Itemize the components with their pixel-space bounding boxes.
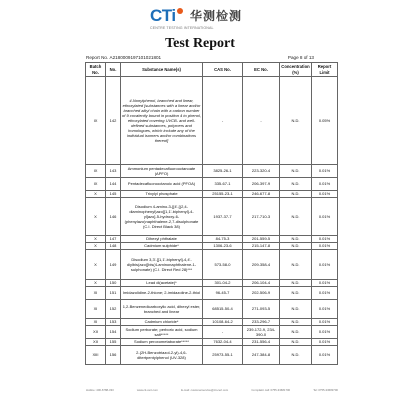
cell-concentration: N.D. [280,346,312,365]
page-footer [86,388,338,392]
cell-concentration: N.D. [280,326,312,339]
cell-cas: 335-67-1 [203,178,243,191]
cell-cas: 25973-55-1 [203,346,243,365]
header-cas: CAS No. [203,63,243,77]
cell-substance: Cadmium sulphide* [121,243,203,250]
cell-concentration: N.D. [280,250,312,280]
cell-ec: - [243,77,280,165]
cell-limit: 0.01% [312,191,338,198]
cell-limit: 0.05% [312,77,338,165]
table-row [86,77,338,165]
cell-ec: 206-397-9 [243,178,280,191]
header-no: No. [106,63,121,77]
cell-limit: 0.01% [312,165,338,178]
logo-chinese-name: 华测检测 [190,9,243,23]
cell-ec: 217-710-3 [243,198,280,236]
cell-cas: 3825-26-1 [203,165,243,178]
header-batch: Batch No. [86,63,106,77]
cell-substance: Ammonium pentadecafluorooctanoate (APFO) [121,165,203,178]
cell-substance: Pentadecafluorooctanoic acid (PFOA) [121,178,203,191]
cell-concentration: N.D. [280,178,312,191]
cell-batch: XI [86,300,106,319]
cell-batch: X [86,236,106,243]
cell-no: 144 [106,178,121,191]
cti-logo-mark: CTi [150,6,183,26]
cell-limit: 0.01% [312,243,338,250]
cell-ec: 247-384-8 [243,346,280,365]
footer-email: E-mail: customerservice@cti-cert.com [181,388,229,392]
cell-no: 156 [106,346,121,365]
cell-concentration: N.D. [280,243,312,250]
cell-cas: 96-45-7 [203,287,243,300]
cell-cas: 7632-04-4 [203,339,243,346]
cell-ec: 271-093-5 [243,300,280,319]
table-row [86,236,338,243]
cell-ec: 231-556-4 [243,339,280,346]
cell-ec: 223-320-4 [243,165,280,178]
cell-substance: 1,2-Benzenedicarboxylic acid, dihexyl ester, branched and linear [121,300,203,319]
table-row [86,191,338,198]
cell-limit: 0.01% [312,326,338,339]
cell-substance: Sodium peroxometaborate***** [121,339,203,346]
cell-cas: 84-75-3 [203,236,243,243]
cell-substance: 4-Nonylphenol, branched and linear, ethoxylated [substances with a linear and/or branched alkyl chain with a carbon number of 9 covalently bound in position 4 to phenol, ethoxylated covering UVCB- and well-defined substances, polymers and homologues, which include any of the individual isomers and/or combinations thereof] [121,77,203,165]
table-row [86,346,338,365]
cell-ec: 246-677-8 [243,191,280,198]
cell-no: 149 [106,250,121,280]
cell-no: 153 [106,319,121,326]
cell-no: 148 [106,243,121,250]
cell-cas: 301-04-2 [203,280,243,287]
cell-concentration: N.D. [280,339,312,346]
logo-dot-icon [177,8,183,14]
cell-batch: XII [86,339,106,346]
cell-batch: XI [86,319,106,326]
cell-no: 150 [106,280,121,287]
footer-complaint: Complaint call: 0755-33681700 [251,388,291,392]
page-indicator: Page 8 of 13 [287,55,314,60]
cell-limit: 0.01% [312,280,338,287]
cell-batch: X [86,198,106,236]
table-row [86,250,338,280]
header-concentration: Concentration (%) [281,64,310,75]
cell-batch: IX [86,178,106,191]
cell-batch: XIII [86,346,106,365]
cell-substance: 2-(2H-Benzotriazol-2-yl)-4,6-ditertpentylphenol (UV-328) [121,346,203,365]
cell-substance: Lead di(acetate)* [121,280,203,287]
table-row [86,339,338,346]
cell-ec: 201-559-5 [243,236,280,243]
cell-concentration: N.D. [280,287,312,300]
cell-batch: XI [86,287,106,300]
cell-substance: Sodium perborate; perboric acid, sodium salt***** [121,326,203,339]
cell-concentration: N.D. [280,280,312,287]
cell-concentration: N.D. [280,319,312,326]
cell-limit: 0.01% [312,319,338,326]
cell-no: 152 [106,300,121,319]
cell-cas: - [203,326,243,339]
table-row [86,287,338,300]
cell-batch: XII [86,326,106,339]
cell-limit: 0.01% [312,287,338,300]
cell-no: 147 [106,236,121,243]
cell-substance: Imidazolidine-2-thione; 2-imidazoline-2-thiol [121,287,203,300]
cell-no: 143 [106,165,121,178]
cell-no: 146 [106,198,121,236]
cell-substance: Disodium 3,3'-[[1,1'-biphenyl]-4,4'-diylbis(azo)]bis(4-aminonaphthalene-1-sulphonate) (C.I. Direct Red 28)*** [121,250,203,280]
cell-batch: IX [86,165,106,178]
cell-cas: 1937-37-7 [203,198,243,236]
table-row [86,326,338,339]
logo-subtitle: CENTRE TESTING INTERNATIONAL [150,26,214,30]
cell-limit: 0.01% [312,346,338,365]
table-row [86,243,338,250]
cell-cas: - [203,77,243,165]
cell-no: 151 [106,287,121,300]
substance-results-table [85,62,338,365]
footer-tel: Tel: 0755-33683700 [313,388,338,392]
cell-limit: 0.01% [312,198,338,236]
cell-limit: 0.01% [312,236,338,243]
table-row [86,198,338,236]
table-row [86,280,338,287]
table-row [86,178,338,191]
cell-cas: 1306-23-6 [203,243,243,250]
cell-cas: 25155-23-1 [203,191,243,198]
table-header-row [86,63,338,77]
cell-ec: 209-358-4 [243,250,280,280]
report-number: Report No. A2180009197101021801 [86,55,162,60]
cell-cas: 68515-50-4 [203,300,243,319]
page-title: Test Report [165,36,235,51]
cell-substance: Cadmium chloride* [121,319,203,326]
cell-ec: 206-104-4 [243,280,280,287]
header-limit: Report Limit [312,63,338,77]
cell-limit: 0.01% [312,300,338,319]
table-row [86,300,338,319]
footer-website: www.cti-cert.com [136,388,158,392]
cell-batch: X [86,191,106,198]
cell-no: 154 [106,326,121,339]
table-row [86,319,338,326]
cell-concentration: N.D. [280,300,312,319]
cell-batch: X [86,280,106,287]
cell-limit: 0.01% [312,250,338,280]
cell-concentration: N.D. [280,77,312,165]
cell-concentration: N.D. [280,165,312,178]
cell-ec: 202-506-9 [243,287,280,300]
footer-hotline: Hotline: 400-6788-333 [86,388,114,392]
header-ec: EC No. [243,63,280,77]
cell-no: 155 [106,339,121,346]
table-row [86,165,338,178]
cell-no: 142 [106,77,121,165]
header-substance: Substance Name(s) [121,63,203,77]
cell-substance: Dihexyl phthalate [121,236,203,243]
cell-concentration: N.D. [280,191,312,198]
company-logo [150,6,260,36]
cell-batch: X [86,243,106,250]
cell-cas: 573-58-0 [203,250,243,280]
cell-limit: 0.01% [312,339,338,346]
cell-cas: 10108-64-2 [203,319,243,326]
cell-ec: 239-172-9, 234-390-0 [243,326,280,339]
cell-limit: 0.01% [312,178,338,191]
cell-concentration: N.D. [280,236,312,243]
table-body [86,77,338,365]
cell-batch: IX [86,77,106,165]
cell-substance: Disodium 4-amino-3-[[4'-[(2,4-diaminophenyl)azo][1,1'-biphenyl]-4-yl]azo]-5-hydroxy-6-(phenylazo)naphthalene-2,7-disulphonate (C.I. Direct Black 38) [121,198,203,236]
cell-ec: 233-296-7 [243,319,280,326]
cell-batch: X [86,250,106,280]
cell-substance: Trixylyl phosphate [121,191,203,198]
cell-ec: 215-147-8 [243,243,280,250]
cell-concentration: N.D. [280,198,312,236]
cell-no: 145 [106,191,121,198]
